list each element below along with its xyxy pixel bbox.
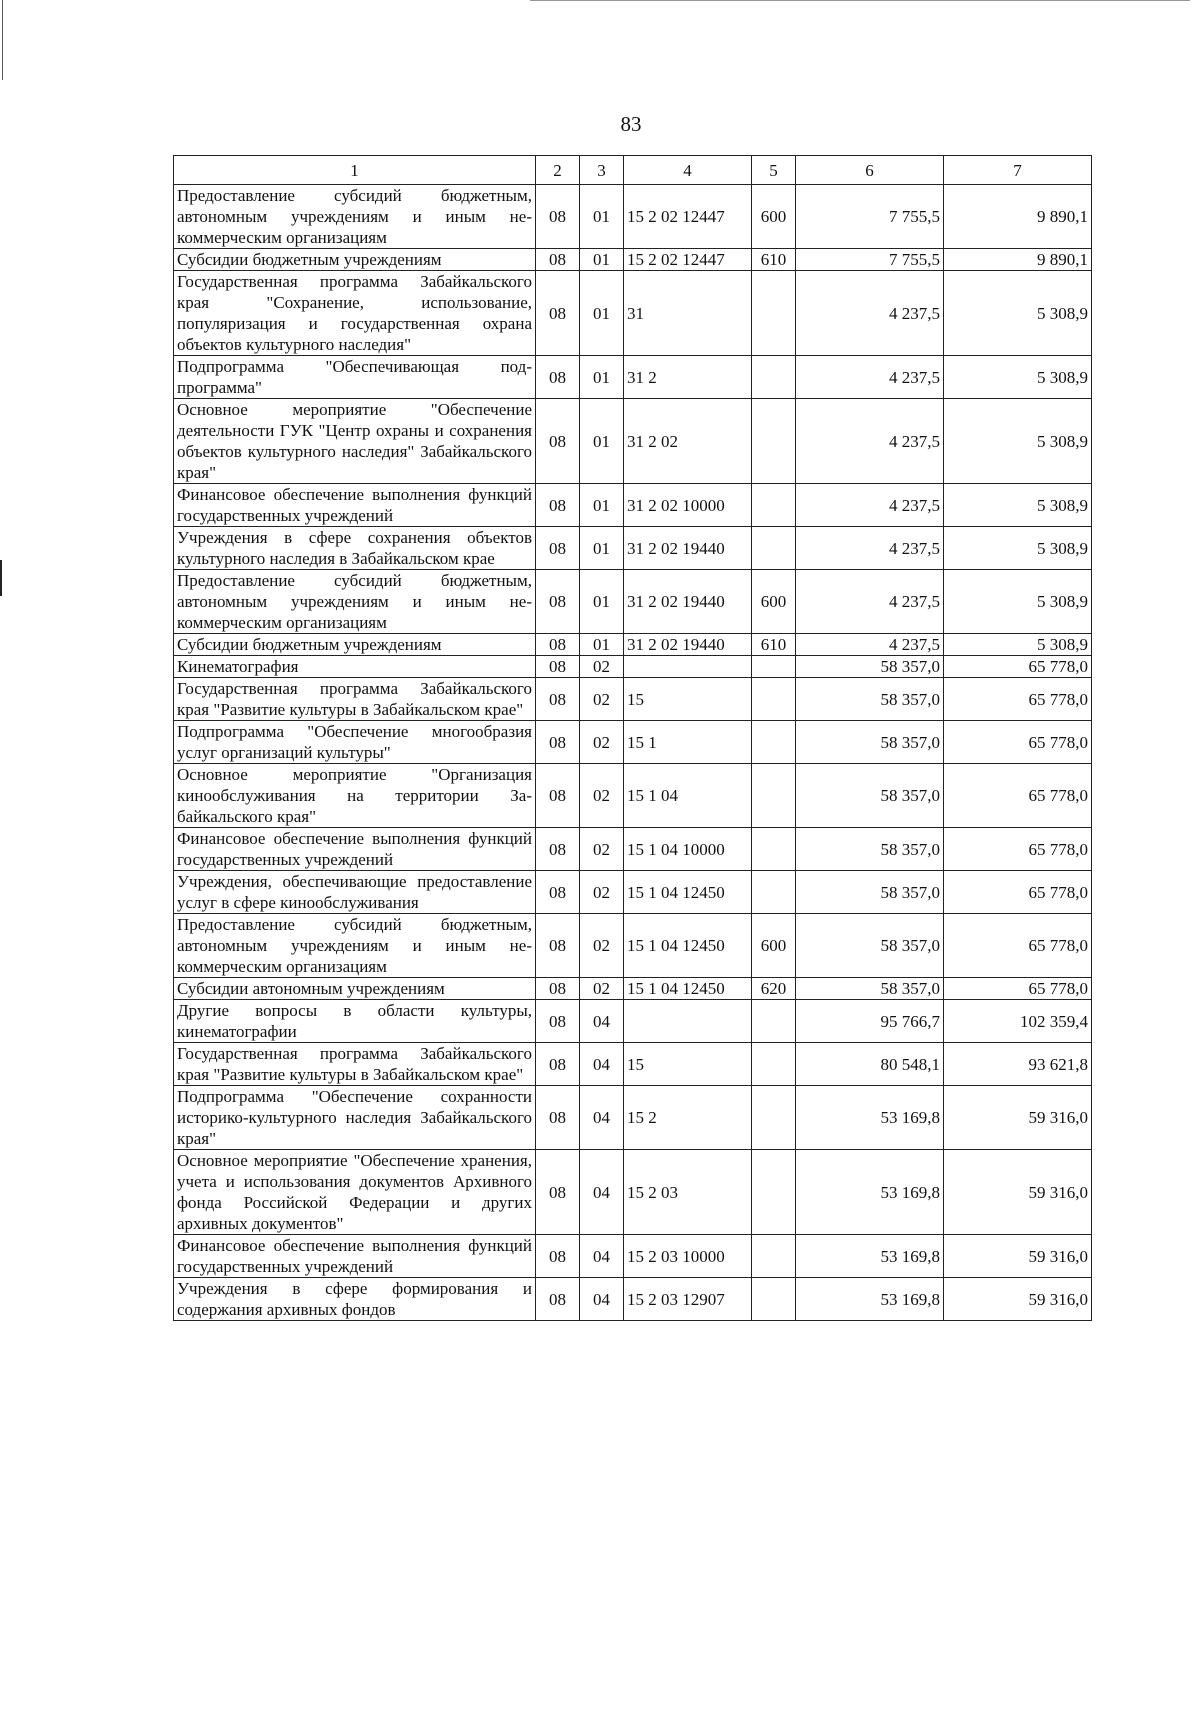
table-row [174, 656, 1092, 678]
section-code-cell: 08 [536, 1043, 580, 1086]
subsection-code-cell: 02 [580, 978, 624, 1000]
section-code-cell: 08 [536, 527, 580, 570]
header-row [174, 156, 1092, 185]
expense-type-cell [752, 678, 796, 721]
header-cell: 6 [796, 156, 944, 185]
section-code-cell: 08 [536, 656, 580, 678]
section-code-cell: 08 [536, 1235, 580, 1278]
section-code-cell: 08 [536, 871, 580, 914]
amount-year-1-cell: 58 357,0 [796, 914, 944, 978]
table-row [174, 185, 1092, 249]
amount-year-2-cell: 59 316,0 [944, 1150, 1092, 1235]
subsection-code-cell: 02 [580, 828, 624, 871]
target-article-cell: 31 2 02 19440 [624, 570, 752, 634]
section-code-cell: 08 [536, 721, 580, 764]
target-article-cell: 15 2 03 10000 [624, 1235, 752, 1278]
target-article-cell: 15 1 04 12450 [624, 871, 752, 914]
item-name-cell: Государственная программа Забайкальского края "Сохранение, использование, популяризация и государственная охрана объектов культурного наследия" [174, 271, 536, 356]
amount-year-1-cell: 58 357,0 [796, 656, 944, 678]
amount-year-2-cell: 65 778,0 [944, 721, 1092, 764]
table-row [174, 570, 1092, 634]
expense-type-cell [752, 1278, 796, 1321]
amount-year-2-cell: 5 308,9 [944, 634, 1092, 656]
amount-year-2-cell: 59 316,0 [944, 1278, 1092, 1321]
subsection-code-cell: 01 [580, 527, 624, 570]
section-code-cell: 08 [536, 914, 580, 978]
amount-year-1-cell: 4 237,5 [796, 634, 944, 656]
amount-year-1-cell: 7 755,5 [796, 249, 944, 271]
amount-year-1-cell: 53 169,8 [796, 1278, 944, 1321]
header-cell: 1 [174, 156, 536, 185]
amount-year-2-cell: 59 316,0 [944, 1235, 1092, 1278]
item-name-cell: Предоставление субсидий бюджетным, автономным учреждениям и иным некоммерческим организациям [174, 570, 536, 634]
item-name-cell: Основное мероприятие "Обеспечение деятельности ГУК "Центр охраны и сохранения объектов культурного наследия" Забайкальского края" [174, 399, 536, 484]
expense-type-cell [752, 1043, 796, 1086]
amount-year-2-cell: 59 316,0 [944, 1086, 1092, 1150]
expense-type-cell [752, 484, 796, 527]
target-article-cell: 15 1 [624, 721, 752, 764]
scan-edge-mark [530, 0, 1190, 1]
section-code-cell: 08 [536, 356, 580, 399]
subsection-code-cell: 01 [580, 570, 624, 634]
table-row [174, 1235, 1092, 1278]
table-row [174, 249, 1092, 271]
table-row [174, 634, 1092, 656]
target-article-cell: 31 2 [624, 356, 752, 399]
table-row [174, 678, 1092, 721]
section-code-cell: 08 [536, 1086, 580, 1150]
budget-table [173, 155, 1092, 1321]
table-row [174, 1000, 1092, 1043]
amount-year-2-cell: 65 778,0 [944, 871, 1092, 914]
amount-year-2-cell: 65 778,0 [944, 764, 1092, 828]
amount-year-1-cell: 80 548,1 [796, 1043, 944, 1086]
amount-year-1-cell: 53 169,8 [796, 1150, 944, 1235]
subsection-code-cell: 01 [580, 271, 624, 356]
section-code-cell: 08 [536, 978, 580, 1000]
target-article-cell: 31 2 02 10000 [624, 484, 752, 527]
table-row [174, 764, 1092, 828]
amount-year-2-cell: 9 890,1 [944, 185, 1092, 249]
amount-year-2-cell: 5 308,9 [944, 356, 1092, 399]
item-name-cell: Субсидии бюджетным учреждениям [174, 634, 536, 656]
item-name-cell: Предоставление субсидий бюджетным, автономным учреждениям и иным некоммерческим организациям [174, 914, 536, 978]
target-article-cell: 31 2 02 [624, 399, 752, 484]
expense-type-cell: 620 [752, 978, 796, 1000]
table-row [174, 721, 1092, 764]
item-name-cell: Кинематография [174, 656, 536, 678]
expense-type-cell [752, 271, 796, 356]
header-cell: 7 [944, 156, 1092, 185]
target-article-cell: 15 1 04 12450 [624, 914, 752, 978]
section-code-cell: 08 [536, 185, 580, 249]
page-number: 83 [620, 112, 642, 136]
expense-type-cell [752, 721, 796, 764]
expense-type-cell [752, 1235, 796, 1278]
header-cell: 4 [624, 156, 752, 185]
scan-edge-mark [2, 0, 3, 80]
target-article-cell: 31 [624, 271, 752, 356]
item-name-cell: Финансовое обеспечение выполнения функций государственных учреждений [174, 484, 536, 527]
target-article-cell: 15 1 04 10000 [624, 828, 752, 871]
amount-year-1-cell: 4 237,5 [796, 484, 944, 527]
table-row [174, 914, 1092, 978]
table-row [174, 871, 1092, 914]
section-code-cell: 08 [536, 399, 580, 484]
target-article-cell [624, 1000, 752, 1043]
amount-year-2-cell: 65 778,0 [944, 656, 1092, 678]
expense-type-cell [752, 1000, 796, 1043]
target-article-cell: 15 1 04 12450 [624, 978, 752, 1000]
amount-year-1-cell: 58 357,0 [796, 678, 944, 721]
amount-year-2-cell: 102 359,4 [944, 1000, 1092, 1043]
subsection-code-cell: 04 [580, 1150, 624, 1235]
table-row [174, 978, 1092, 1000]
amount-year-2-cell: 9 890,1 [944, 249, 1092, 271]
item-name-cell: Государственная программа Забайкальского края "Развитие культуры в Забайкальском крае" [174, 678, 536, 721]
expense-type-cell [752, 828, 796, 871]
table-row [174, 356, 1092, 399]
section-code-cell: 08 [536, 271, 580, 356]
subsection-code-cell: 01 [580, 356, 624, 399]
expense-type-cell [752, 871, 796, 914]
section-code-cell: 08 [536, 1150, 580, 1235]
expense-type-cell: 600 [752, 185, 796, 249]
target-article-cell: 15 [624, 1043, 752, 1086]
subsection-code-cell: 02 [580, 656, 624, 678]
amount-year-1-cell: 58 357,0 [796, 871, 944, 914]
item-name-cell: Другие вопросы в области культуры, кинематографии [174, 1000, 536, 1043]
table-body [174, 185, 1092, 1321]
amount-year-1-cell: 4 237,5 [796, 399, 944, 484]
subsection-code-cell: 04 [580, 1235, 624, 1278]
table-row [174, 484, 1092, 527]
table-row [174, 1278, 1092, 1321]
section-code-cell: 08 [536, 678, 580, 721]
expense-type-cell: 600 [752, 914, 796, 978]
amount-year-2-cell: 65 778,0 [944, 678, 1092, 721]
target-article-cell: 15 2 02 12447 [624, 249, 752, 271]
section-code-cell: 08 [536, 764, 580, 828]
subsection-code-cell: 02 [580, 871, 624, 914]
subsection-code-cell: 04 [580, 1000, 624, 1043]
table-row [174, 399, 1092, 484]
subsection-code-cell: 04 [580, 1278, 624, 1321]
target-article-cell: 15 2 03 [624, 1150, 752, 1235]
table-row [174, 1043, 1092, 1086]
amount-year-1-cell: 4 237,5 [796, 527, 944, 570]
amount-year-2-cell: 5 308,9 [944, 271, 1092, 356]
expense-type-cell: 610 [752, 634, 796, 656]
item-name-cell: Финансовое обеспечение выполнения функций государственных учреждений [174, 828, 536, 871]
subsection-code-cell: 01 [580, 185, 624, 249]
subsection-code-cell: 02 [580, 678, 624, 721]
item-name-cell: Подпрограмма "Обеспечивающая подпрограмма" [174, 356, 536, 399]
target-article-cell: 15 2 [624, 1086, 752, 1150]
item-name-cell: Основное мероприятие "Организация кинообслуживания на территории Забайкальского края" [174, 764, 536, 828]
item-name-cell: Предоставление субсидий бюджетным, автономным учреждениям и иным некоммерческим организациям [174, 185, 536, 249]
amount-year-2-cell: 65 778,0 [944, 978, 1092, 1000]
amount-year-1-cell: 53 169,8 [796, 1235, 944, 1278]
scan-edge-mark [0, 560, 2, 596]
expense-type-cell [752, 1086, 796, 1150]
item-name-cell: Подпрограмма "Обеспечение сохранности историко-культурного наследия Забайкальского края" [174, 1086, 536, 1150]
section-code-cell: 08 [536, 1278, 580, 1321]
target-article-cell: 31 2 02 19440 [624, 634, 752, 656]
subsection-code-cell: 02 [580, 721, 624, 764]
amount-year-2-cell: 5 308,9 [944, 399, 1092, 484]
expense-type-cell [752, 399, 796, 484]
target-article-cell: 15 2 03 12907 [624, 1278, 752, 1321]
amount-year-1-cell: 58 357,0 [796, 721, 944, 764]
amount-year-1-cell: 7 755,5 [796, 185, 944, 249]
table-row [174, 527, 1092, 570]
amount-year-2-cell: 5 308,9 [944, 527, 1092, 570]
subsection-code-cell: 01 [580, 399, 624, 484]
table-row [174, 1150, 1092, 1235]
item-name-cell: Подпрограмма "Обеспечение многообразия услуг организаций культуры" [174, 721, 536, 764]
target-article-cell: 15 1 04 [624, 764, 752, 828]
section-code-cell: 08 [536, 484, 580, 527]
expense-type-cell [752, 656, 796, 678]
table-row [174, 1086, 1092, 1150]
amount-year-1-cell: 58 357,0 [796, 828, 944, 871]
amount-year-1-cell: 95 766,7 [796, 1000, 944, 1043]
amount-year-1-cell: 53 169,8 [796, 1086, 944, 1150]
section-code-cell: 08 [536, 570, 580, 634]
amount-year-2-cell: 93 621,8 [944, 1043, 1092, 1086]
expense-type-cell [752, 527, 796, 570]
item-name-cell: Основное мероприятие "Обеспечение хранения, учета и использования документов Архивного фонда Российской Федерации и других архивных документов" [174, 1150, 536, 1235]
table-row [174, 271, 1092, 356]
amount-year-1-cell: 58 357,0 [796, 978, 944, 1000]
subsection-code-cell: 01 [580, 484, 624, 527]
header-cell: 2 [536, 156, 580, 185]
target-article-cell: 15 [624, 678, 752, 721]
subsection-code-cell: 02 [580, 914, 624, 978]
amount-year-2-cell: 65 778,0 [944, 828, 1092, 871]
target-article-cell [624, 656, 752, 678]
amount-year-1-cell: 4 237,5 [796, 570, 944, 634]
expense-type-cell [752, 1150, 796, 1235]
section-code-cell: 08 [536, 828, 580, 871]
expense-type-cell [752, 764, 796, 828]
expense-type-cell [752, 356, 796, 399]
subsection-code-cell: 01 [580, 249, 624, 271]
amount-year-2-cell: 5 308,9 [944, 570, 1092, 634]
header-cell: 3 [580, 156, 624, 185]
section-code-cell: 08 [536, 634, 580, 656]
expense-type-cell: 600 [752, 570, 796, 634]
item-name-cell: Субсидии автономным учреждениям [174, 978, 536, 1000]
item-name-cell: Учреждения в сфере формирования и содержания архивных фондов [174, 1278, 536, 1321]
amount-year-2-cell: 5 308,9 [944, 484, 1092, 527]
subsection-code-cell: 04 [580, 1043, 624, 1086]
item-name-cell: Финансовое обеспечение выполнения функций государственных учреждений [174, 1235, 536, 1278]
item-name-cell: Учреждения в сфере сохранения объектов культурного наследия в Забайкальском крае [174, 527, 536, 570]
section-code-cell: 08 [536, 1000, 580, 1043]
subsection-code-cell: 04 [580, 1086, 624, 1150]
expense-type-cell: 610 [752, 249, 796, 271]
amount-year-1-cell: 4 237,5 [796, 356, 944, 399]
subsection-code-cell: 01 [580, 634, 624, 656]
target-article-cell: 31 2 02 19440 [624, 527, 752, 570]
item-name-cell: Учреждения, обеспечивающие предоставление услуг в сфере кинообслуживания [174, 871, 536, 914]
amount-year-2-cell: 65 778,0 [944, 914, 1092, 978]
table-row [174, 828, 1092, 871]
subsection-code-cell: 02 [580, 764, 624, 828]
target-article-cell: 15 2 02 12447 [624, 185, 752, 249]
header-cell: 5 [752, 156, 796, 185]
amount-year-1-cell: 58 357,0 [796, 764, 944, 828]
item-name-cell: Субсидии бюджетным учреждениям [174, 249, 536, 271]
section-code-cell: 08 [536, 249, 580, 271]
amount-year-1-cell: 4 237,5 [796, 271, 944, 356]
item-name-cell: Государственная программа Забайкальского края "Развитие культуры в Забайкальском крае" [174, 1043, 536, 1086]
